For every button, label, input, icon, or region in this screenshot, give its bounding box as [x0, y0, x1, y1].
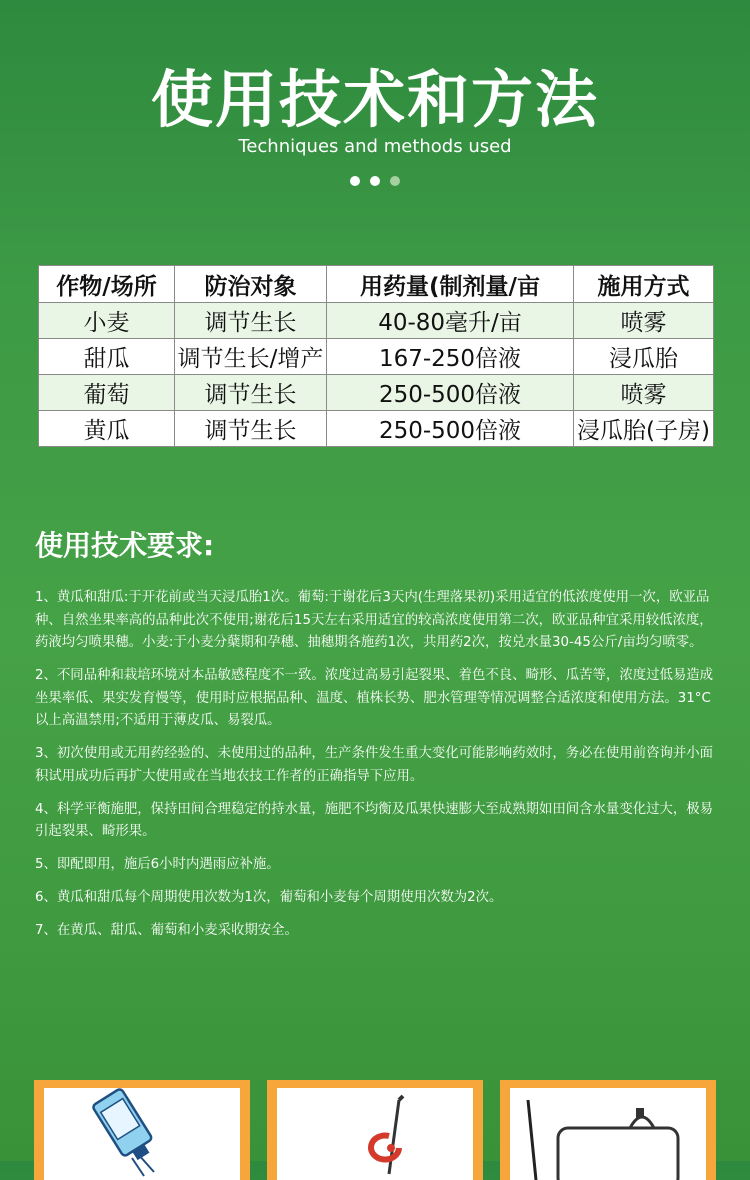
table-cell: 甜瓜 [39, 339, 175, 375]
table-cell: 喷雾 [574, 375, 714, 411]
pager-dot-3[interactable] [390, 176, 400, 186]
table-row [39, 411, 714, 447]
product-card-1[interactable] [34, 1080, 250, 1180]
table-cell: 250-500倍液 [327, 411, 574, 447]
page-title: 使用技术和方法 [150, 63, 599, 136]
requirement-item: 6、黄瓜和甜瓜每个周期使用次数为1次，葡萄和小麦每个周期使用次数为2次。 [35, 890, 503, 905]
product-card-3[interactable] [500, 1080, 716, 1180]
usage-table [38, 265, 714, 447]
table-cell: 调节生长 [175, 375, 327, 411]
table-cell: 调节生长 [175, 411, 327, 447]
bottle-icon [44, 1088, 240, 1180]
table-cell: 250-500倍液 [327, 375, 574, 411]
pager-dot-1[interactable] [350, 176, 360, 186]
table-row [39, 339, 714, 375]
requirement-item: 2、不同品种和栽培环境对本品敏感程度不一致。浓度过高易引起裂果、着色不良、畸形、瓜苦等，浓度过低易造成坐果率低、果实发育慢等，使用时应根据品种、温度、植株长势、肥水管理等情况调整合适浓度和使用方法。31°C以上高温禁用;不适用于薄皮瓜、易裂瓜。 [35, 668, 714, 728]
requirements-heading: 使用技术要求: [35, 529, 215, 562]
table-cell: 黄瓜 [39, 411, 175, 447]
table-cell: 40-80毫升/亩 [327, 303, 574, 339]
table-cell: 喷雾 [574, 303, 714, 339]
table-header: 作物/场所 [39, 266, 175, 303]
table-row [39, 375, 714, 411]
table-header: 施用方式 [574, 266, 714, 303]
table-row [39, 303, 714, 339]
table-cell: 葡萄 [39, 375, 175, 411]
sprayer-icon [510, 1088, 706, 1180]
requirement-item: 5、即配即用，施后6小时内遇雨应补施。 [35, 857, 280, 872]
table-header: 防治对象 [175, 266, 327, 303]
table-cell: 167-250倍液 [327, 339, 574, 375]
requirements-list [35, 587, 720, 953]
requirement-item: 1、黄瓜和甜瓜:于开花前或当天浸瓜胎1次。葡萄:于谢花后3天内(生理落果初)采用适宜的低浓度使用一次，欧亚品种、自然坐果率高的品种此次不使用;谢花后15天左右采用适宜的较高浓度使用第二次，欧亚品种宜采用较低浓度，药液均匀喷果穗。小麦:于小麦分蘖期和孕穗、抽穗期各施药1次，共用药2次，按兑水量30-45公斤/亩均匀喷零。 [35, 590, 713, 650]
table-cell: 调节生长 [175, 303, 327, 339]
dropper-icon [277, 1088, 473, 1180]
table-header: 用药量(制剂量/亩 [327, 266, 574, 303]
product-cards [34, 1080, 716, 1170]
requirement-item: 7、在黄瓜、甜瓜、葡萄和小麦采收期安全。 [35, 923, 298, 938]
pager-dot-2[interactable] [370, 176, 380, 186]
requirement-item: 4、科学平衡施肥，保持田间合理稳定的持水量，施肥不均衡及瓜果快速膨大至成熟期如田间含水量变化过大，极易引起裂果、畸形果。 [35, 801, 714, 839]
pager-dots [0, 176, 750, 186]
table-header-row [39, 266, 714, 303]
product-card-2[interactable] [267, 1080, 483, 1180]
table-cell: 小麦 [39, 303, 175, 339]
page-subtitle: Techniques and methods used [238, 136, 512, 157]
table-cell: 调节生长/增产 [175, 339, 327, 375]
table-cell: 浸瓜胎(子房) [574, 411, 714, 447]
table-cell: 浸瓜胎 [574, 339, 714, 375]
requirement-item: 3、初次使用或无用药经验的、未使用过的品种，生产条件发生重大变化可能影响药效时，务必在使用前咨询并小面积试用成功后再扩大使用或在当地农技工作者的正确指导下应用。 [35, 746, 714, 784]
